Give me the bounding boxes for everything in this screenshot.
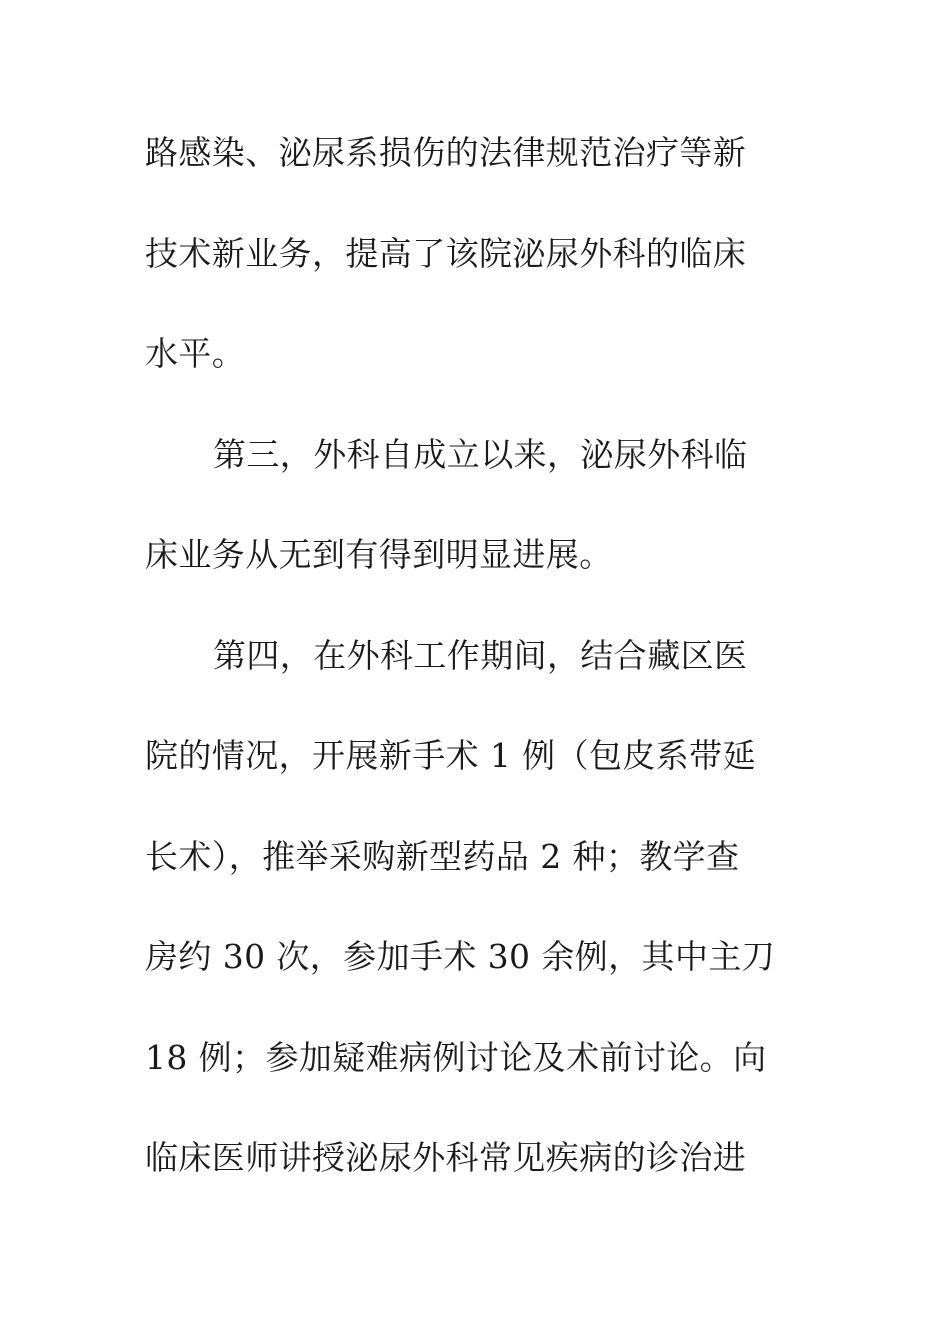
- text-line-3: 水平。: [145, 334, 246, 373]
- text-line-11: 临床医师讲授泌尿外科常见疾病的诊治进: [145, 1138, 747, 1177]
- text-line-1: 路感染、泌尿系损伤的法律规范治疗等新: [145, 133, 747, 172]
- text-line-2: 技术新业务，提高了该院泌尿外科的临床: [145, 233, 747, 273]
- body-text: [145, 120, 785, 1226]
- paragraph-start-fourth: 第四，在外科工作期间，结合藏区医: [213, 635, 748, 675]
- text-line-8: 长术），推举采购新型药品 2 种；教学查: [145, 836, 740, 876]
- text-line-5: 床业务从无到有得到明显进展。: [145, 535, 613, 574]
- text-line-9: 房约 30 次，参加手术 30 余例，其中主刀: [145, 937, 776, 976]
- text-line-10: 18 例；参加疑难病例讨论及术前讨论。向: [145, 1037, 767, 1077]
- text-line-7: 院的情况，开展新手术 1 例（包皮系带延: [145, 736, 756, 775]
- paragraph-start-third: 第三，外科自成立以来，泌尿外科临: [213, 434, 748, 474]
